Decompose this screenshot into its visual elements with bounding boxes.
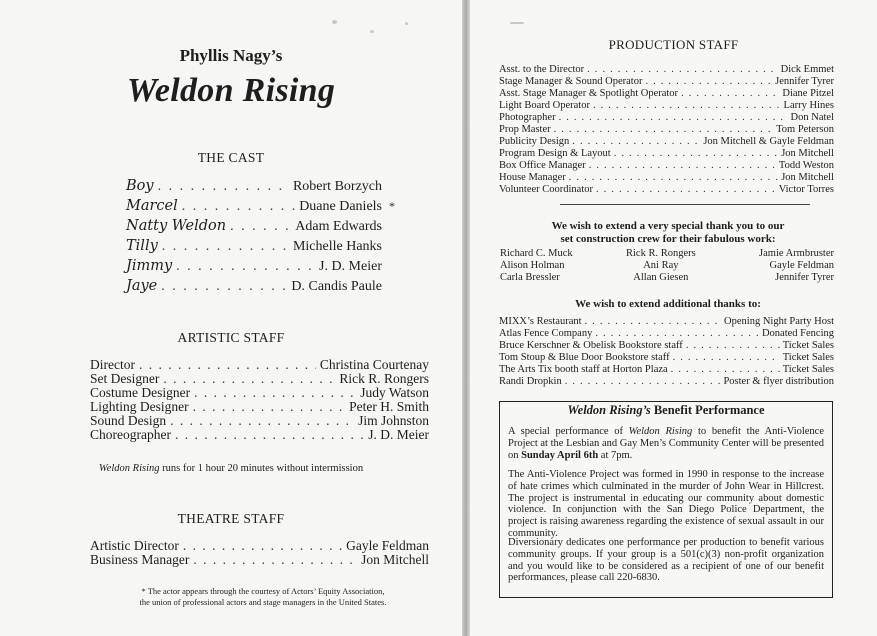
thanks-what: Poster & flyer distribution xyxy=(723,376,834,387)
cast-row xyxy=(126,278,382,295)
play-title: Weldon Rising xyxy=(126,72,336,109)
staff-name: Christina Courtenay xyxy=(319,357,429,372)
paper-speck xyxy=(405,22,408,25)
benefit-paragraph: Diversionary dedicates one performance per production to benefit various community groups. If your group is a 501(c)(3) non-profit organization and you would like to be considered as a recipient of one of our benefit performances, please call 220-6830. xyxy=(508,537,824,584)
staff-role: Set Designer xyxy=(90,371,160,386)
benefit-performance-box xyxy=(499,401,833,598)
thanks-who: MIXX’s Restaurant xyxy=(499,316,582,327)
cast-actor: Duane Daniels xyxy=(299,199,382,214)
staff-role: Artistic Director xyxy=(90,538,179,553)
staff-role: Lighting Designer xyxy=(90,399,189,414)
production-row xyxy=(499,148,834,160)
cast-actor: D. Candis Paule xyxy=(291,279,382,294)
production-row xyxy=(499,76,834,88)
paper-speck xyxy=(332,20,337,24)
staff-role: Director xyxy=(90,357,135,372)
artistic-staff-heading: ARTISTIC STAFF xyxy=(177,330,285,345)
production-name: Jon Mitchell xyxy=(781,148,834,159)
production-row xyxy=(499,160,834,172)
production-role: Stage Manager & Sound Operator xyxy=(499,76,643,87)
staff-role: Sound Design xyxy=(90,413,167,428)
cast-row xyxy=(126,258,382,275)
crew-thanks-heading: We wish to extend a very special thank you to our set construction crew for their fabulous work: xyxy=(551,220,785,245)
crew-member: Carla Bressler xyxy=(500,272,560,283)
crew-member: Allan Giesen xyxy=(633,272,689,283)
cast-heading: THE CAST xyxy=(197,150,265,165)
staff-name: Gayle Feldman xyxy=(346,538,429,553)
production-role: House Manager xyxy=(499,172,566,183)
crew-member: Jamie Armbruster xyxy=(759,248,834,259)
binding-gutter xyxy=(462,0,470,636)
production-role: Volunteer Coordinator xyxy=(499,184,593,195)
cast-actor: Robert Borzych xyxy=(292,179,382,194)
thanks-what: Ticket Sales xyxy=(782,352,834,363)
production-name: Jennifer Tyrer xyxy=(775,76,834,87)
production-role: Box Office Manager xyxy=(499,160,586,171)
production-role: Asst. Stage Manager & Spotlight Operator xyxy=(499,88,679,99)
staff-role: Business Manager xyxy=(90,552,190,567)
thanks-row xyxy=(499,364,834,376)
production-row xyxy=(499,64,834,76)
thanks-who: Bruce Kerschner & Obelisk Bookstore staff xyxy=(499,340,683,351)
crew-member: Richard C. Muck xyxy=(500,248,573,259)
crew-member: Ani Ray xyxy=(643,260,679,271)
additional-thanks-heading: We wish to extend additional thanks to: xyxy=(575,298,761,310)
production-row xyxy=(499,184,834,196)
thanks-who: The Arts Tix booth staff at Horton Plaza xyxy=(499,364,668,375)
cast-role: Natty Weldon xyxy=(126,218,227,234)
cast-row xyxy=(126,238,382,255)
cast-actor: Adam Edwards xyxy=(295,219,382,234)
crew-member: Rick R. Rongers xyxy=(626,248,696,259)
thanks-what: Ticket Sales xyxy=(782,340,834,351)
paper-speck xyxy=(510,22,524,24)
cast-actor: J. D. Meier xyxy=(319,259,382,274)
cast-role: Tilly xyxy=(126,238,158,254)
staff-row xyxy=(90,427,429,443)
theatre-staff-heading: THEATRE STAFF xyxy=(177,511,285,526)
thanks-what: Opening Night Party Host xyxy=(724,316,834,327)
production-name: Larry Hines xyxy=(783,100,834,111)
crew-member: Jennifer Tyrer xyxy=(775,272,834,283)
playwright-credit: Phyllis Nagy’s xyxy=(179,46,283,65)
production-name: Dick Emmet xyxy=(780,64,834,75)
thanks-who: Tom Stoup & Blue Door Bookstore staff xyxy=(499,352,670,363)
production-name: Diane Pitzel xyxy=(782,88,834,99)
production-name: Tom Peterson xyxy=(776,124,834,135)
thanks-row xyxy=(499,376,834,388)
production-role: Publicity Design xyxy=(499,136,570,147)
production-row xyxy=(499,112,834,124)
production-role: Program Design & Layout xyxy=(499,148,611,159)
equity-asterisk: * xyxy=(389,199,395,213)
production-row xyxy=(499,88,834,100)
production-name: Victor Torres xyxy=(778,184,834,195)
cast-role: Jaye xyxy=(126,278,158,294)
staff-name: Judy Watson xyxy=(360,385,429,400)
thanks-what: Ticket Sales xyxy=(782,364,834,375)
cast-actor: Michelle Hanks xyxy=(292,239,382,254)
crew-column xyxy=(626,248,696,284)
staff-role: Choreographer xyxy=(90,427,171,442)
section-divider xyxy=(560,204,810,205)
production-name: Jon Mitchell xyxy=(781,172,834,183)
paper-speck xyxy=(370,30,374,33)
production-role: Photographer xyxy=(499,112,556,123)
equity-footnote: * The actor appears through the courtesy of Actors’ Equity Association, the union of professional actors and stage managers in the United States. xyxy=(139,586,387,607)
crew-column xyxy=(500,248,573,284)
crew-member: Gayle Feldman xyxy=(769,260,834,271)
cast-role: Jimmy xyxy=(126,258,173,274)
cast-row xyxy=(126,198,382,215)
staff-name: Jon Mitchell xyxy=(361,552,429,567)
production-name: Don Natel xyxy=(790,112,834,123)
thanks-row xyxy=(499,316,834,328)
staff-row xyxy=(90,552,429,568)
production-role: Prop Master xyxy=(499,124,551,135)
production-row xyxy=(499,124,834,136)
staff-name: J. D. Meier xyxy=(368,427,429,442)
cast-row xyxy=(126,218,382,235)
staff-role: Costume Designer xyxy=(90,385,191,400)
production-role: Light Board Operator xyxy=(499,100,590,111)
staff-name: Jim Johnston xyxy=(358,413,429,428)
runtime-text: runs for 1 hour 20 minutes without intermission xyxy=(159,463,364,474)
production-row xyxy=(499,136,834,148)
thanks-row xyxy=(499,328,834,340)
production-staff-heading: PRODUCTION STAFF xyxy=(608,37,739,52)
thanks-row xyxy=(499,352,834,364)
production-role: Asst. to the Director xyxy=(499,64,585,75)
production-row xyxy=(499,100,834,112)
thanks-who: Atlas Fence Company xyxy=(499,328,593,339)
thanks-who: Randi Dropkin xyxy=(499,376,562,387)
benefit-paragraph: The Anti-Violence Project was formed in 1990 in response to the increase of hate crimes which culminated in the murder of John Wear in Hillcrest. The project is instrumental in educating our community about domestic violence. In conjunction with the San Diego Police Department, the project is raising awareness regarding the existence of sexual assault in our community. xyxy=(508,469,824,539)
crew-column xyxy=(736,248,834,284)
benefit-heading: Weldon Rising’s Benefit Performance xyxy=(567,403,765,417)
cast-role: Marcel xyxy=(126,198,178,214)
runtime-play-title: Weldon Rising xyxy=(98,463,160,474)
cast-role: Boy xyxy=(126,178,154,194)
thanks-row xyxy=(499,340,834,352)
runtime-note xyxy=(0,463,462,474)
staff-name: Peter H. Smith xyxy=(349,399,429,414)
staff-name: Rick R. Rongers xyxy=(339,371,429,386)
benefit-paragraph: A special performance of Weldon Rising to benefit the Anti-Violence Project at the Lesbian and Gay Men’s Community Center will be presented on Sunday April 6th at 7pm. xyxy=(508,426,825,461)
crew-member: Alison Holman xyxy=(500,260,565,271)
thanks-what: Donated Fencing xyxy=(761,328,834,339)
production-name: Todd Weston xyxy=(778,160,834,171)
production-name: Jon Mitchell & Gayle Feldman xyxy=(703,136,834,147)
production-row xyxy=(499,172,834,184)
cast-row xyxy=(126,178,382,195)
